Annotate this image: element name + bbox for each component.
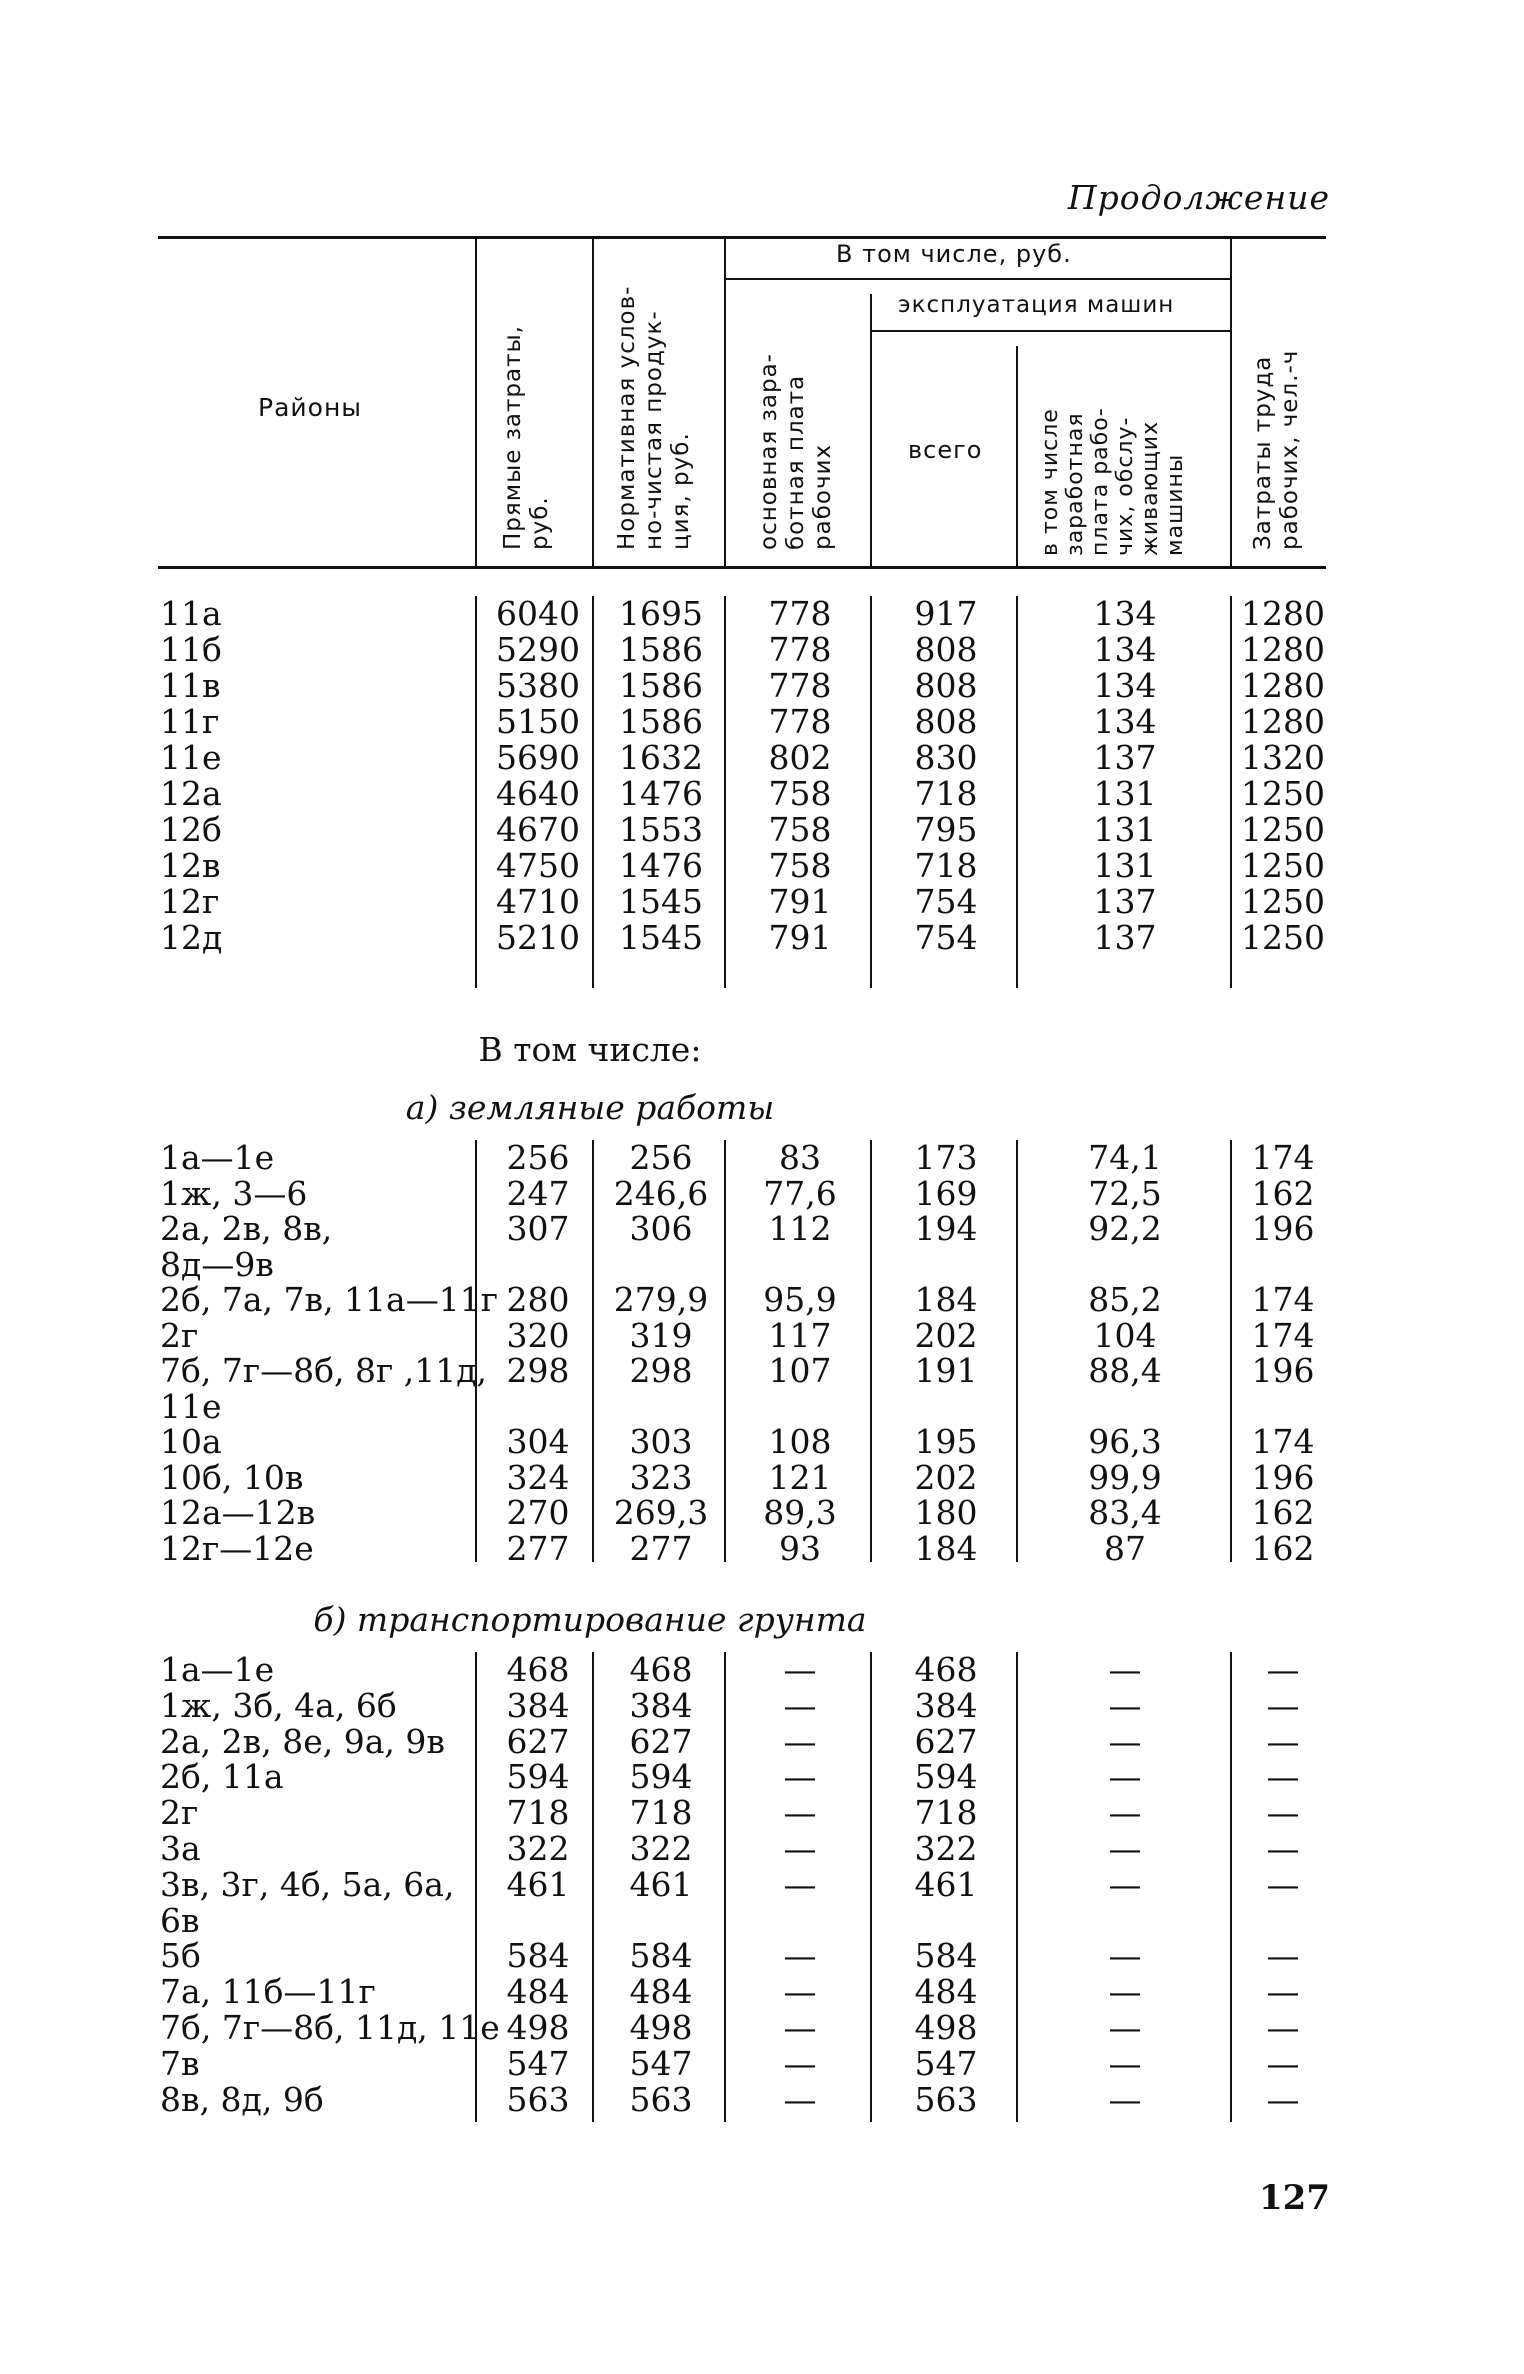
value-cell: — bbox=[1266, 1650, 1300, 1689]
col-divider bbox=[592, 238, 594, 566]
region-cell: 2б, 11а bbox=[160, 1757, 284, 1797]
value-cell: 791 bbox=[768, 882, 832, 921]
value-cell: 174 bbox=[1251, 1138, 1315, 1177]
value-cell: 1250 bbox=[1241, 918, 1325, 957]
value-cell: 307 bbox=[506, 1209, 570, 1248]
value-cell: 131 bbox=[1093, 810, 1157, 849]
value-cell: 917 bbox=[914, 594, 978, 633]
value-cell: 137 bbox=[1093, 918, 1157, 957]
value-cell: 484 bbox=[629, 1972, 693, 2012]
value-cell: 584 bbox=[506, 1936, 570, 1976]
value-cell: 93 bbox=[779, 1528, 821, 1568]
table-row bbox=[150, 1244, 1330, 1284]
table-header bbox=[150, 238, 1330, 566]
value-cell: 280 bbox=[506, 1280, 570, 1319]
table-row bbox=[150, 884, 1330, 920]
value-cell: 468 bbox=[914, 1650, 978, 1689]
table-row bbox=[150, 1173, 1330, 1213]
section-b-rows bbox=[150, 1652, 1330, 2132]
value-cell: 627 bbox=[914, 1721, 978, 1761]
section-a-title: а) земляные работы bbox=[405, 1088, 775, 1127]
table-row bbox=[150, 1282, 1330, 1318]
value-cell: 5690 bbox=[496, 738, 580, 777]
value-cell: 89,3 bbox=[763, 1493, 837, 1532]
value-cell: 134 bbox=[1093, 666, 1157, 705]
region-cell: 11г bbox=[160, 702, 220, 741]
region-cell: 11е bbox=[160, 1386, 222, 1426]
value-cell: 547 bbox=[629, 2043, 693, 2083]
value-cell: 137 bbox=[1093, 738, 1157, 777]
value-cell: 563 bbox=[629, 2079, 693, 2119]
value-cell: 718 bbox=[914, 774, 978, 813]
value-cell: 134 bbox=[1093, 702, 1157, 741]
value-cell: 718 bbox=[506, 1793, 570, 1833]
value-cell: 277 bbox=[629, 1528, 693, 1568]
value-cell: — bbox=[1266, 1829, 1300, 1868]
value-cell: — bbox=[783, 1972, 817, 2012]
value-cell: — bbox=[783, 1829, 817, 1868]
value-cell: 1545 bbox=[619, 882, 703, 921]
value-cell: 92,2 bbox=[1088, 1209, 1162, 1248]
table-row bbox=[150, 1495, 1330, 1531]
value-cell: — bbox=[783, 2008, 817, 2047]
value-cell: 718 bbox=[629, 1793, 693, 1833]
value-cell: 137 bbox=[1093, 882, 1157, 921]
value-cell: — bbox=[1108, 1972, 1142, 2012]
value-cell: 802 bbox=[768, 738, 832, 777]
value-cell: 461 bbox=[629, 1864, 693, 1904]
value-cell: 584 bbox=[914, 1936, 978, 1976]
value-cell: — bbox=[1108, 2079, 1142, 2119]
value-cell: 547 bbox=[914, 2043, 978, 2083]
value-cell: 563 bbox=[914, 2079, 978, 2119]
value-cell: 1586 bbox=[619, 630, 703, 669]
value-cell: 174 bbox=[1251, 1315, 1315, 1355]
region-cell: 3а bbox=[160, 1829, 201, 1868]
value-cell: 304 bbox=[506, 1422, 570, 1461]
table-row bbox=[150, 1140, 1330, 1176]
value-cell: 778 bbox=[768, 666, 832, 705]
value-cell: 117 bbox=[768, 1315, 832, 1355]
value-cell: 277 bbox=[506, 1528, 570, 1568]
table-row bbox=[150, 1864, 1330, 1904]
region-cell: 11а bbox=[160, 594, 222, 633]
region-cell: 7б, 7г—8б, 8г ,11д, bbox=[160, 1351, 488, 1390]
value-cell: 4710 bbox=[496, 882, 580, 921]
value-cell: 196 bbox=[1251, 1351, 1315, 1390]
region-cell: 8в, 8д, 9б bbox=[160, 2079, 324, 2119]
value-cell: 77,6 bbox=[763, 1173, 837, 1213]
table-row bbox=[150, 1353, 1330, 1389]
value-cell: 4750 bbox=[496, 846, 580, 885]
value-cell: 4670 bbox=[496, 810, 580, 849]
value-cell: — bbox=[1266, 1757, 1300, 1797]
region-cell: 12д bbox=[160, 918, 223, 957]
value-cell: 306 bbox=[629, 1209, 693, 1248]
value-cell: 754 bbox=[914, 918, 978, 957]
page-number: 127 bbox=[1259, 2178, 1330, 2218]
value-cell: 202 bbox=[914, 1315, 978, 1355]
value-cell: 498 bbox=[914, 2008, 978, 2047]
table-row bbox=[150, 668, 1330, 704]
table-row bbox=[150, 1315, 1330, 1355]
value-cell: — bbox=[1108, 2043, 1142, 2083]
table-row bbox=[150, 1759, 1330, 1795]
table-row bbox=[150, 1795, 1330, 1831]
value-cell: — bbox=[1266, 2008, 1300, 2047]
value-cell: — bbox=[1266, 1936, 1300, 1976]
value-cell: 202 bbox=[914, 1457, 978, 1497]
table-row bbox=[150, 704, 1330, 740]
value-cell: 191 bbox=[914, 1351, 978, 1390]
value-cell: 184 bbox=[914, 1528, 978, 1568]
value-cell: 5150 bbox=[496, 702, 580, 741]
region-cell: 12в bbox=[160, 846, 221, 885]
value-cell: 1280 bbox=[1241, 666, 1325, 705]
value-cell: 246,6 bbox=[613, 1173, 709, 1213]
value-cell: 778 bbox=[768, 702, 832, 741]
section-b-title: б) транспортирование грунта bbox=[313, 1600, 867, 1639]
value-cell: 131 bbox=[1093, 774, 1157, 813]
value-cell: 95,9 bbox=[763, 1280, 837, 1319]
value-cell: 85,2 bbox=[1088, 1280, 1162, 1319]
value-cell: 1280 bbox=[1241, 630, 1325, 669]
region-cell: 3в, 3г, 4б, 5а, 6а, bbox=[160, 1864, 455, 1904]
value-cell: 778 bbox=[768, 594, 832, 633]
value-cell: 88,4 bbox=[1088, 1351, 1162, 1390]
value-cell: — bbox=[1108, 1757, 1142, 1797]
table-row bbox=[150, 776, 1330, 812]
value-cell: — bbox=[783, 1721, 817, 1761]
table-row bbox=[150, 848, 1330, 884]
region-cell: 12г—12е bbox=[160, 1528, 314, 1568]
region-cell: 10а bbox=[160, 1422, 222, 1461]
value-cell: 384 bbox=[629, 1685, 693, 1725]
value-cell: — bbox=[783, 1936, 817, 1976]
header-base-wages: основная зара- ботная плата рабочих bbox=[756, 353, 836, 550]
region-cell: 6в bbox=[160, 1900, 200, 1940]
value-cell: 256 bbox=[629, 1138, 693, 1177]
header-normative-production: Нормативная услов- но-чистая продук- ция, руб. bbox=[614, 285, 694, 550]
region-cell: 11б bbox=[160, 630, 222, 669]
value-cell: — bbox=[1108, 1650, 1142, 1689]
value-cell: — bbox=[1108, 2008, 1142, 2047]
table-row bbox=[150, 1386, 1330, 1426]
value-cell: 384 bbox=[914, 1685, 978, 1725]
value-cell: 1695 bbox=[619, 594, 703, 633]
table-row bbox=[150, 1721, 1330, 1761]
table-row bbox=[150, 1974, 1330, 2010]
value-cell: 1280 bbox=[1241, 594, 1325, 633]
value-cell: 795 bbox=[914, 810, 978, 849]
book-page bbox=[150, 0, 1330, 2374]
value-cell: 1632 bbox=[619, 738, 703, 777]
value-cell: 627 bbox=[506, 1721, 570, 1761]
value-cell: — bbox=[1266, 1721, 1300, 1761]
value-cell: 1586 bbox=[619, 702, 703, 741]
table-row bbox=[150, 1938, 1330, 1974]
value-cell: 563 bbox=[506, 2079, 570, 2119]
value-cell: 174 bbox=[1251, 1280, 1315, 1319]
value-cell: 1250 bbox=[1241, 882, 1325, 921]
header-direct-costs: Прямые затраты, руб. bbox=[500, 325, 553, 550]
region-cell: 12а bbox=[160, 774, 222, 813]
value-cell: 547 bbox=[506, 2043, 570, 2083]
value-cell: 1320 bbox=[1241, 738, 1325, 777]
value-cell: 104 bbox=[1093, 1315, 1157, 1355]
value-cell: 758 bbox=[768, 774, 832, 813]
region-cell: 1а—1е bbox=[160, 1650, 275, 1689]
value-cell: 461 bbox=[506, 1864, 570, 1904]
table-row bbox=[150, 596, 1330, 632]
value-cell: 468 bbox=[629, 1650, 693, 1689]
value-cell: — bbox=[783, 1650, 817, 1689]
value-cell: 162 bbox=[1251, 1493, 1315, 1532]
table-row bbox=[150, 1831, 1330, 1867]
value-cell: 758 bbox=[768, 810, 832, 849]
value-cell: 1545 bbox=[619, 918, 703, 957]
value-cell: 324 bbox=[506, 1457, 570, 1497]
value-cell: 173 bbox=[914, 1138, 978, 1177]
region-cell: 2а, 2в, 8в, bbox=[160, 1209, 333, 1248]
value-cell: 6040 bbox=[496, 594, 580, 633]
region-cell: 12а—12в bbox=[160, 1493, 316, 1532]
value-cell: 194 bbox=[914, 1209, 978, 1248]
region-cell: 11в bbox=[160, 666, 221, 705]
section-a-rows bbox=[150, 1140, 1330, 1570]
value-cell: 256 bbox=[506, 1138, 570, 1177]
value-cell: — bbox=[1266, 1685, 1300, 1725]
value-cell: 72,5 bbox=[1088, 1173, 1162, 1213]
value-cell: — bbox=[1266, 1793, 1300, 1833]
value-cell: 808 bbox=[914, 702, 978, 741]
value-cell: 5210 bbox=[496, 918, 580, 957]
value-cell: 298 bbox=[506, 1351, 570, 1390]
value-cell: 134 bbox=[1093, 630, 1157, 669]
col-divider bbox=[1230, 238, 1232, 566]
col-divider bbox=[870, 294, 872, 566]
region-cell: 7в bbox=[160, 2043, 200, 2083]
value-cell: 754 bbox=[914, 882, 978, 921]
value-cell: — bbox=[1266, 1972, 1300, 2012]
value-cell: — bbox=[1266, 2079, 1300, 2119]
table-row bbox=[150, 920, 1330, 956]
value-cell: 174 bbox=[1251, 1422, 1315, 1461]
value-cell: 87 bbox=[1104, 1528, 1146, 1568]
value-cell: 169 bbox=[914, 1173, 978, 1213]
value-cell: 196 bbox=[1251, 1209, 1315, 1248]
value-cell: 758 bbox=[768, 846, 832, 885]
value-cell: — bbox=[783, 1864, 817, 1904]
region-cell: 11е bbox=[160, 738, 222, 777]
value-cell: 4640 bbox=[496, 774, 580, 813]
group-rule bbox=[726, 278, 1230, 280]
region-cell: 1а—1е bbox=[160, 1138, 275, 1177]
value-cell: — bbox=[1108, 1721, 1142, 1761]
value-cell: — bbox=[1266, 2043, 1300, 2083]
value-cell: 1250 bbox=[1241, 774, 1325, 813]
value-cell: — bbox=[1266, 1864, 1300, 1904]
region-cell: 7а, 11б—11г bbox=[160, 1972, 376, 2012]
header-machine-wages: в том числе заработная плата рабо- чих, обслу- живающих машины bbox=[1038, 407, 1188, 556]
value-cell: 1553 bbox=[619, 810, 703, 849]
value-cell: 303 bbox=[629, 1422, 693, 1461]
value-cell: 247 bbox=[506, 1173, 570, 1213]
value-cell: 1250 bbox=[1241, 810, 1325, 849]
value-cell: 808 bbox=[914, 666, 978, 705]
value-cell: 484 bbox=[506, 1972, 570, 2012]
value-cell: 627 bbox=[629, 1721, 693, 1761]
header-group-including: В том числе, руб. bbox=[836, 240, 1072, 268]
value-cell: 112 bbox=[768, 1209, 832, 1248]
region-cell: 7б, 7г—8б, 11д, 11е bbox=[160, 2008, 500, 2047]
value-cell: — bbox=[1108, 1685, 1142, 1725]
value-cell: 5290 bbox=[496, 630, 580, 669]
value-cell: 279,9 bbox=[613, 1280, 709, 1319]
value-cell: 121 bbox=[768, 1457, 832, 1497]
value-cell: — bbox=[1108, 1936, 1142, 1976]
region-cell: 1ж, 3б, 4а, 6б bbox=[160, 1685, 397, 1725]
value-cell: 319 bbox=[629, 1315, 693, 1355]
value-cell: 778 bbox=[768, 630, 832, 669]
value-cell: — bbox=[1108, 1793, 1142, 1833]
value-cell: 808 bbox=[914, 630, 978, 669]
table-row bbox=[150, 1211, 1330, 1247]
value-cell: 594 bbox=[506, 1757, 570, 1797]
col-divider bbox=[1016, 346, 1018, 566]
value-cell: 468 bbox=[506, 1650, 570, 1689]
region-cell: 2г bbox=[160, 1315, 199, 1355]
value-cell: 1476 bbox=[619, 846, 703, 885]
value-cell: 791 bbox=[768, 918, 832, 957]
value-cell: 269,3 bbox=[613, 1493, 709, 1532]
value-cell: 594 bbox=[914, 1757, 978, 1797]
value-cell: 162 bbox=[1251, 1528, 1315, 1568]
value-cell: 162 bbox=[1251, 1173, 1315, 1213]
value-cell: — bbox=[1108, 1829, 1142, 1868]
value-cell: 461 bbox=[914, 1864, 978, 1904]
value-cell: — bbox=[783, 2043, 817, 2083]
region-cell: 10б, 10в bbox=[160, 1457, 304, 1497]
main-rows bbox=[150, 596, 1330, 996]
value-cell: 498 bbox=[506, 2008, 570, 2047]
value-cell: 322 bbox=[629, 1829, 693, 1868]
value-cell: 108 bbox=[768, 1422, 832, 1461]
value-cell: 498 bbox=[629, 2008, 693, 2047]
value-cell: 96,3 bbox=[1088, 1422, 1162, 1461]
region-cell: 1ж, 3—6 bbox=[160, 1173, 308, 1213]
region-cell: 2а, 2в, 8е, 9а, 9в bbox=[160, 1721, 445, 1761]
value-cell: — bbox=[783, 1685, 817, 1725]
header-regions: Районы bbox=[258, 393, 363, 422]
value-cell: 298 bbox=[629, 1351, 693, 1390]
value-cell: 270 bbox=[506, 1493, 570, 1532]
value-cell: 74,1 bbox=[1088, 1138, 1162, 1177]
value-cell: 830 bbox=[914, 738, 978, 777]
col-divider bbox=[475, 238, 477, 566]
including-label: В том числе: bbox=[478, 1030, 702, 1069]
header-total: всего bbox=[908, 436, 983, 464]
value-cell: 107 bbox=[768, 1351, 832, 1390]
value-cell: 99,9 bbox=[1088, 1457, 1162, 1497]
table-row bbox=[150, 812, 1330, 848]
table-row bbox=[150, 1652, 1330, 1688]
value-cell: 718 bbox=[914, 846, 978, 885]
value-cell: 5380 bbox=[496, 666, 580, 705]
table-row bbox=[150, 2010, 1330, 2046]
value-cell: 322 bbox=[914, 1829, 978, 1868]
header-machine-operation: эксплуатация машин bbox=[898, 292, 1175, 318]
region-cell: 12б bbox=[160, 810, 222, 849]
region-cell: 2б, 7а, 7в, 11а—11г bbox=[160, 1280, 498, 1319]
value-cell: 180 bbox=[914, 1493, 978, 1532]
value-cell: 323 bbox=[629, 1457, 693, 1497]
table-row bbox=[150, 1900, 1330, 1940]
col-divider bbox=[724, 238, 726, 566]
value-cell: — bbox=[1108, 1864, 1142, 1904]
header-labor-costs: Затраты труда рабочих, чел.-ч bbox=[1250, 349, 1303, 550]
value-cell: 1250 bbox=[1241, 846, 1325, 885]
subgroup-rule bbox=[872, 330, 1230, 332]
value-cell: — bbox=[783, 2079, 817, 2119]
table-row bbox=[150, 1685, 1330, 1725]
region-cell: 2г bbox=[160, 1793, 199, 1833]
value-cell: — bbox=[783, 1757, 817, 1797]
continued-label: Продолжение bbox=[1067, 178, 1330, 217]
value-cell: 83,4 bbox=[1088, 1493, 1162, 1532]
value-cell: 718 bbox=[914, 1793, 978, 1833]
value-cell: — bbox=[783, 1793, 817, 1833]
value-cell: 1476 bbox=[619, 774, 703, 813]
value-cell: 484 bbox=[914, 1972, 978, 2012]
value-cell: 131 bbox=[1093, 846, 1157, 885]
table-row bbox=[150, 632, 1330, 668]
value-cell: 594 bbox=[629, 1757, 693, 1797]
table-row bbox=[150, 2079, 1330, 2119]
table-row bbox=[150, 2043, 1330, 2083]
value-cell: 134 bbox=[1093, 594, 1157, 633]
region-cell: 5б bbox=[160, 1936, 201, 1976]
region-cell: 12г bbox=[160, 882, 220, 921]
header-bottom-rule bbox=[158, 566, 1326, 569]
value-cell: 320 bbox=[506, 1315, 570, 1355]
table-row bbox=[150, 1528, 1330, 1568]
value-cell: 1586 bbox=[619, 666, 703, 705]
region-cell: 8д—9в bbox=[160, 1244, 274, 1284]
value-cell: 195 bbox=[914, 1422, 978, 1461]
value-cell: 196 bbox=[1251, 1457, 1315, 1497]
value-cell: 83 bbox=[779, 1138, 821, 1177]
value-cell: 584 bbox=[629, 1936, 693, 1976]
value-cell: 322 bbox=[506, 1829, 570, 1868]
value-cell: 184 bbox=[914, 1280, 978, 1319]
table-row bbox=[150, 1457, 1330, 1497]
value-cell: 1280 bbox=[1241, 702, 1325, 741]
value-cell: 384 bbox=[506, 1685, 570, 1725]
table-row bbox=[150, 740, 1330, 776]
table-row bbox=[150, 1424, 1330, 1460]
